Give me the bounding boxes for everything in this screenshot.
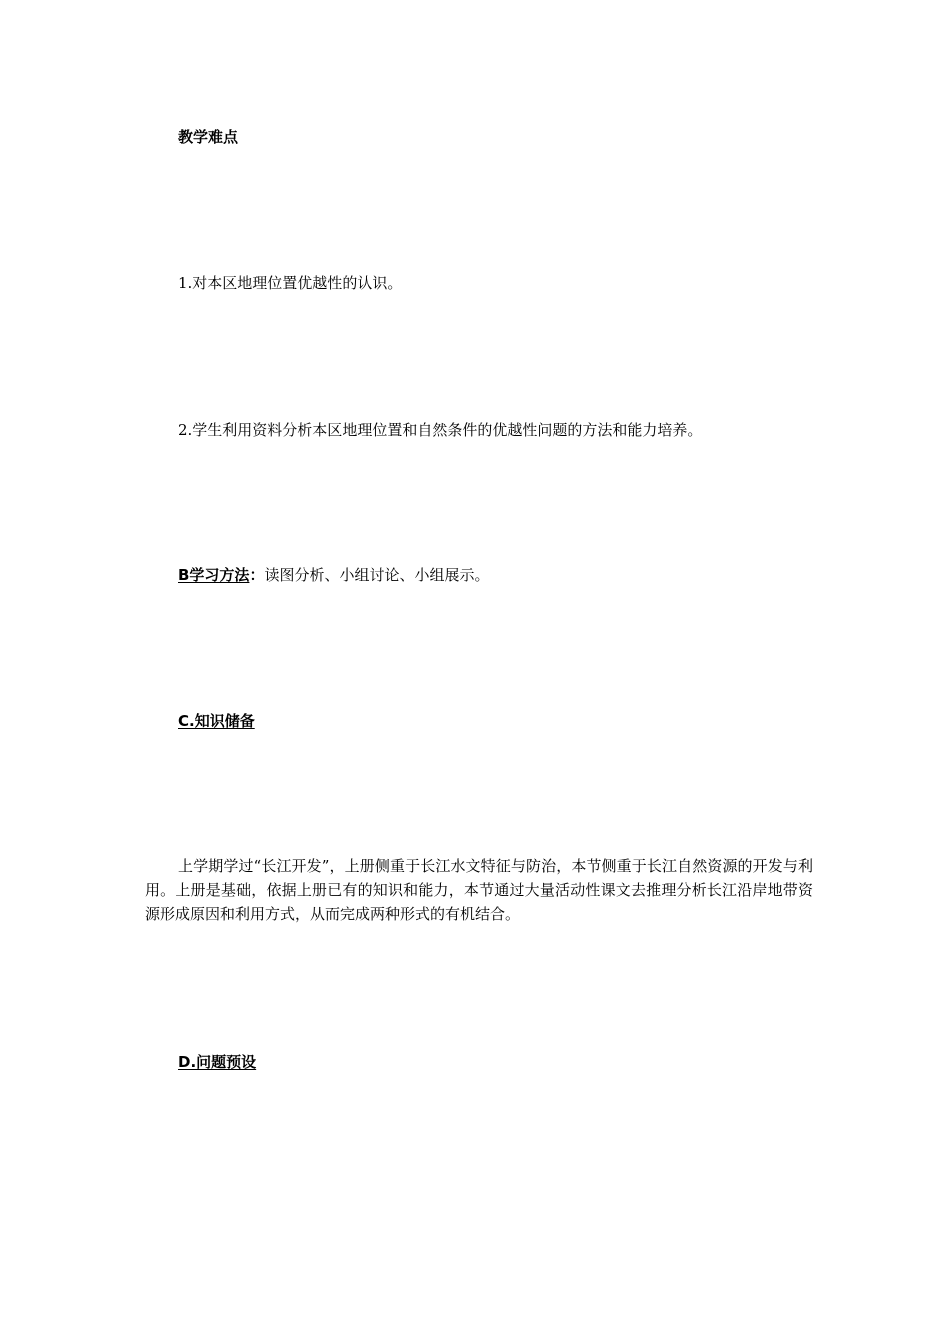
learning-method-line [178,565,489,585]
knowledge-paragraph: 上学期学过“长江开发”，上册侧重于长江水文特征与防治，本节侧重于长江自然资源的开发与利用。上册是基础，依据上册已有的知识和能力，本节通过大量活动性课文去推理分析长江沿岸地带资源形成原因和利用方式，从而完成两种形式的有机结合。 [145,857,813,923]
learning-method-colon: ： [249,566,265,584]
difficulty-item-2: 2.学生利用资料分析本区地理位置和自然条件的优越性问题的方法和能力培养。 [178,421,703,439]
difficulty-item-1: 1.对本区地理位置优越性的认识。 [178,274,403,292]
heading-teaching-difficulty: 教学难点 [178,128,239,146]
heading-question-preset: D.问题预设 [178,1053,257,1071]
learning-method-label: B学习方法 [178,566,250,584]
learning-method-text: 读图分析、小组讨论、小组展示。 [264,566,490,584]
heading-knowledge-reserve: C.知识储备 [178,712,255,730]
